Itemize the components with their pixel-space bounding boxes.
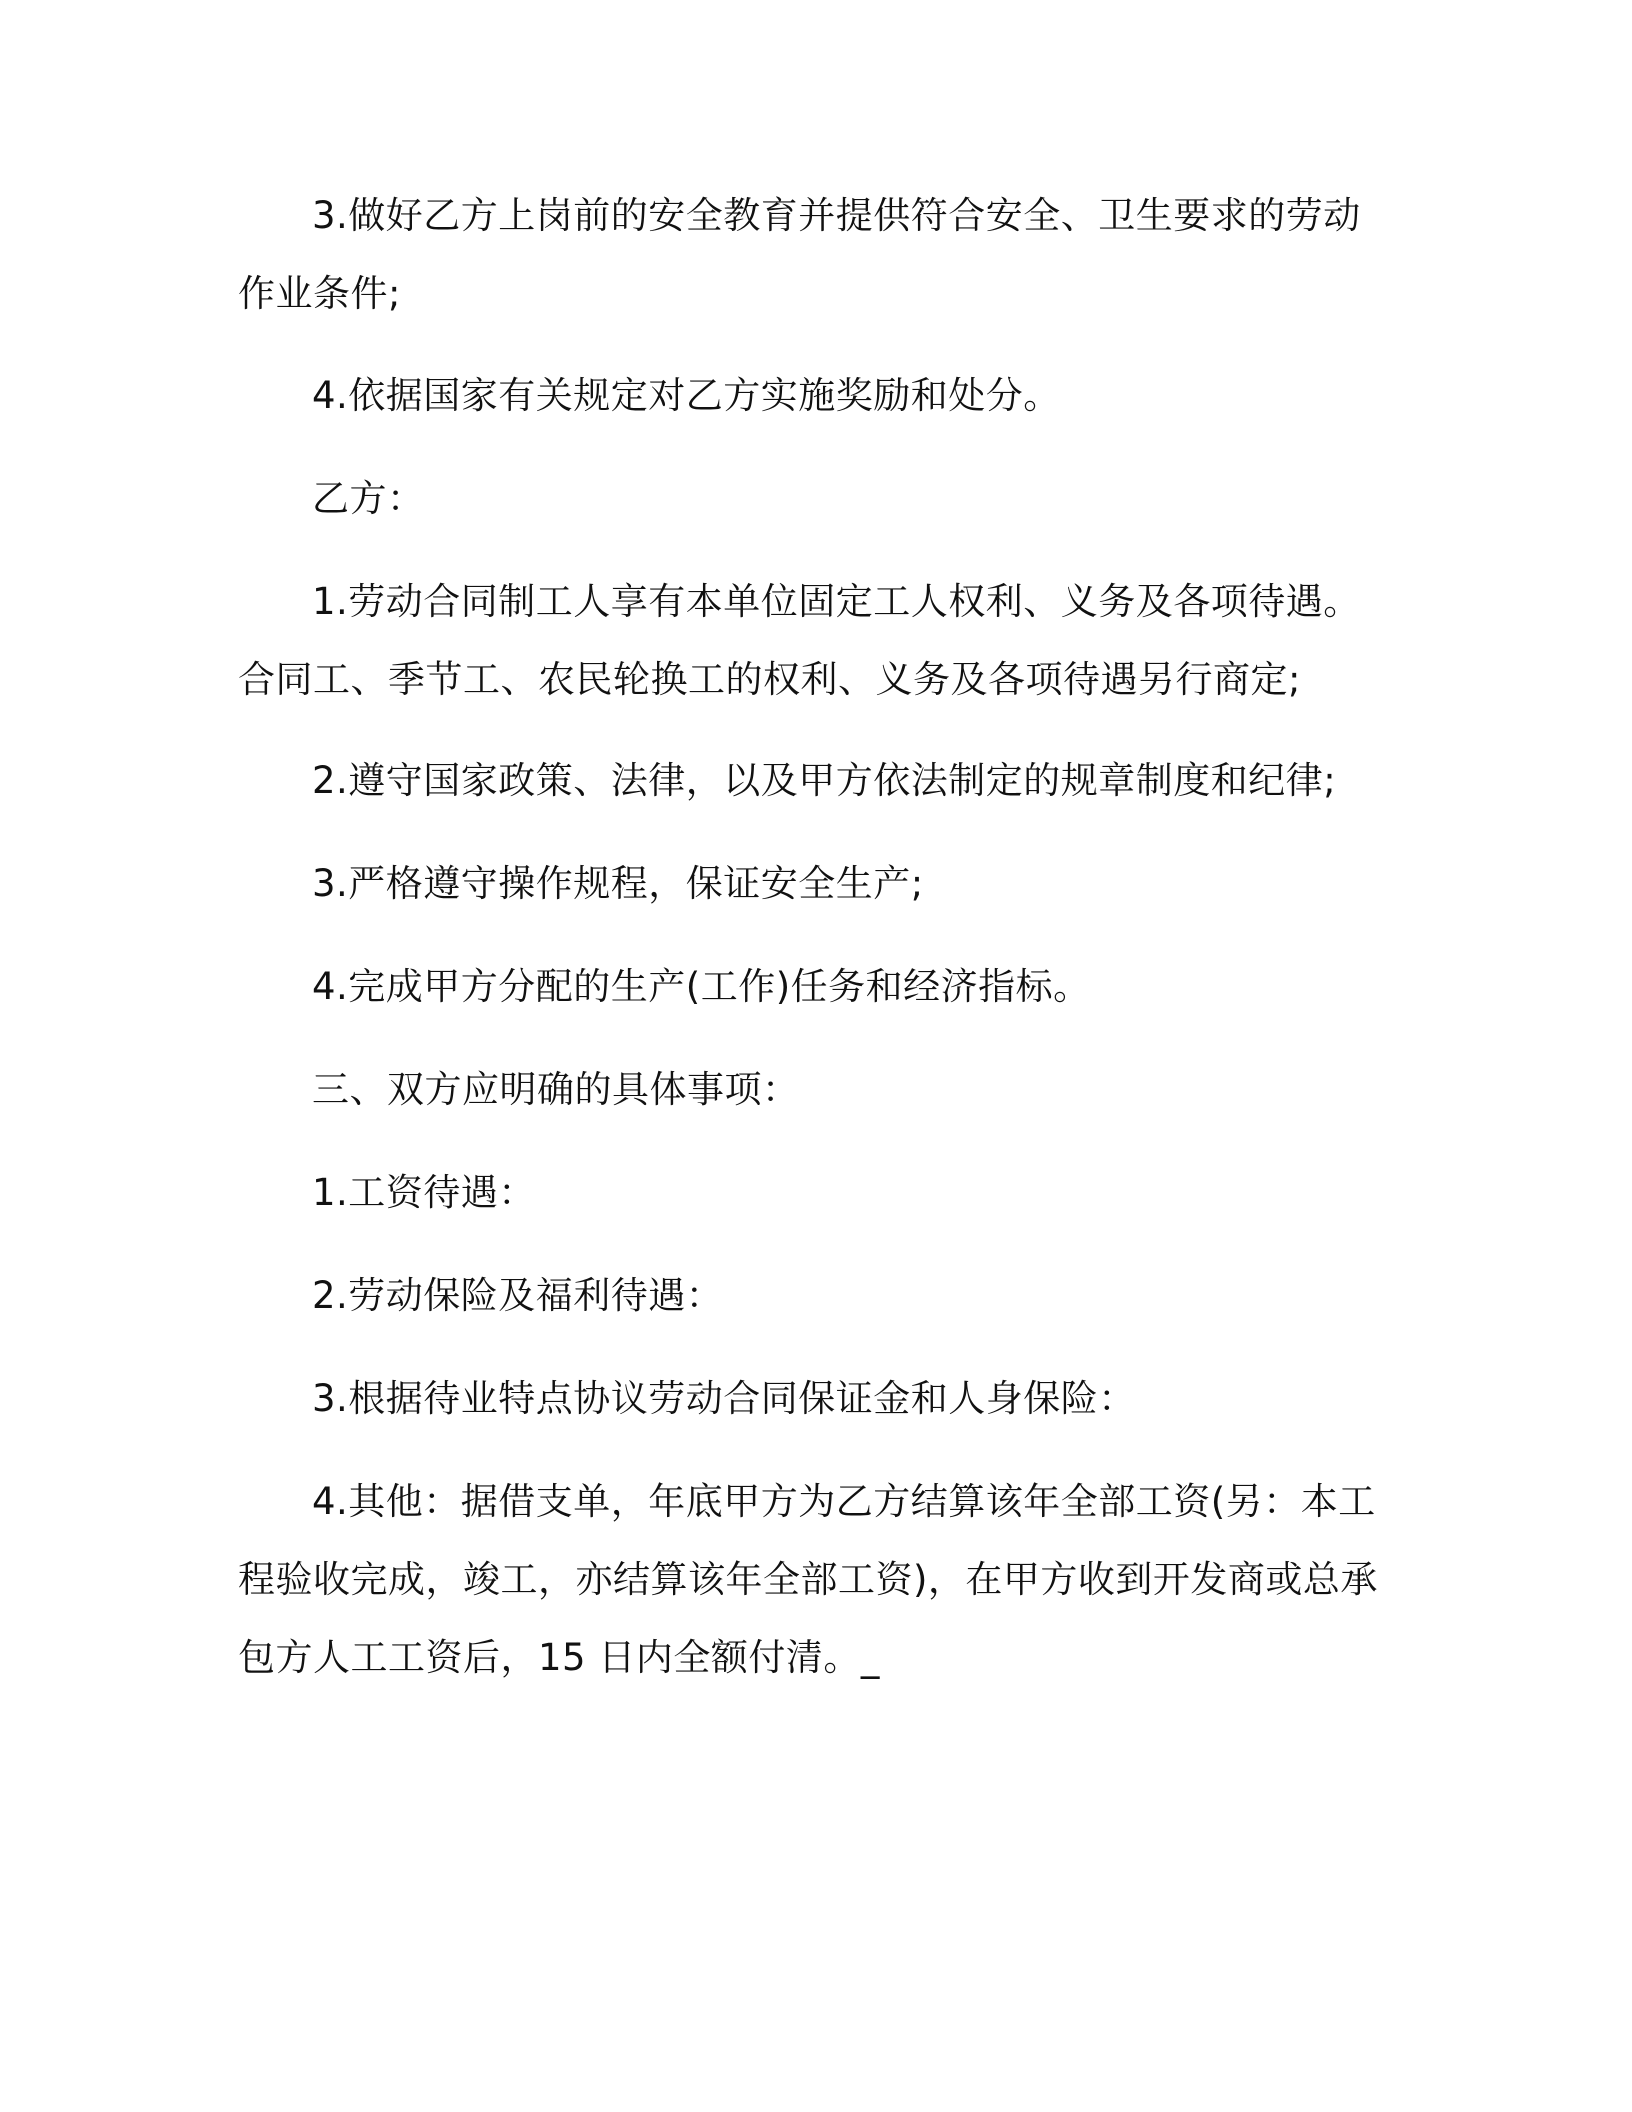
text-line: 程验收完成，竣工，亦结算该年全部工资)，在甲方收到开发商或总承	[238, 1558, 1378, 1601]
paragraph-matter-2	[238, 1257, 1370, 1335]
text-line: 三、双方应明确的具体事项：	[312, 1068, 800, 1111]
section-heading-party-b	[238, 460, 1370, 538]
text-line: 1.工资待遇：	[312, 1171, 536, 1214]
paragraph-duty-4	[238, 357, 1370, 435]
paragraph-matter-4	[238, 1463, 1378, 1697]
section-heading-specific-matters	[238, 1051, 1370, 1129]
paragraph-party-b-2	[238, 742, 1370, 820]
text-line: 4.其他：据借支单，年底甲方为乙方结算该年全部工资(另：本工	[312, 1480, 1376, 1523]
text-line: 3.做好乙方上岗前的安全教育并提供符合安全、卫生要求的劳动	[312, 194, 1361, 237]
text-line: 1.劳动合同制工人享有本单位固定工人权利、义务及各项待遇。	[312, 580, 1361, 623]
text-line: 3.严格遵守操作规程，保证安全生产;	[312, 862, 924, 905]
text-line: 包方人工工资后，15 日内全额付清。_	[238, 1636, 880, 1679]
paragraph-duty-3	[238, 177, 1370, 333]
text-line: 4.依据国家有关规定对乙方实施奖励和处分。	[312, 374, 1061, 417]
text-line: 2.劳动保险及福利待遇：	[312, 1274, 724, 1317]
paragraph-party-b-1	[238, 563, 1370, 719]
paragraph-matter-1	[238, 1154, 1370, 1232]
text-line: 作业条件;	[238, 272, 401, 315]
text-line: 3.根据待业特点协议劳动合同保证金和人身保险：	[312, 1377, 1136, 1420]
text-line: 合同工、季节工、农民轮换工的权利、义务及各项待遇另行商定;	[238, 658, 1301, 701]
paragraph-matter-3	[238, 1360, 1370, 1438]
paragraph-party-b-3	[238, 845, 1370, 923]
paragraph-party-b-4	[238, 948, 1370, 1026]
text-line: 2.遵守国家政策、法律，以及甲方依法制定的规章制度和纪律;	[312, 759, 1337, 802]
text-line: 4.完成甲方分配的生产(工作)任务和经济指标。	[312, 965, 1091, 1008]
text-line: 乙方：	[312, 477, 425, 520]
